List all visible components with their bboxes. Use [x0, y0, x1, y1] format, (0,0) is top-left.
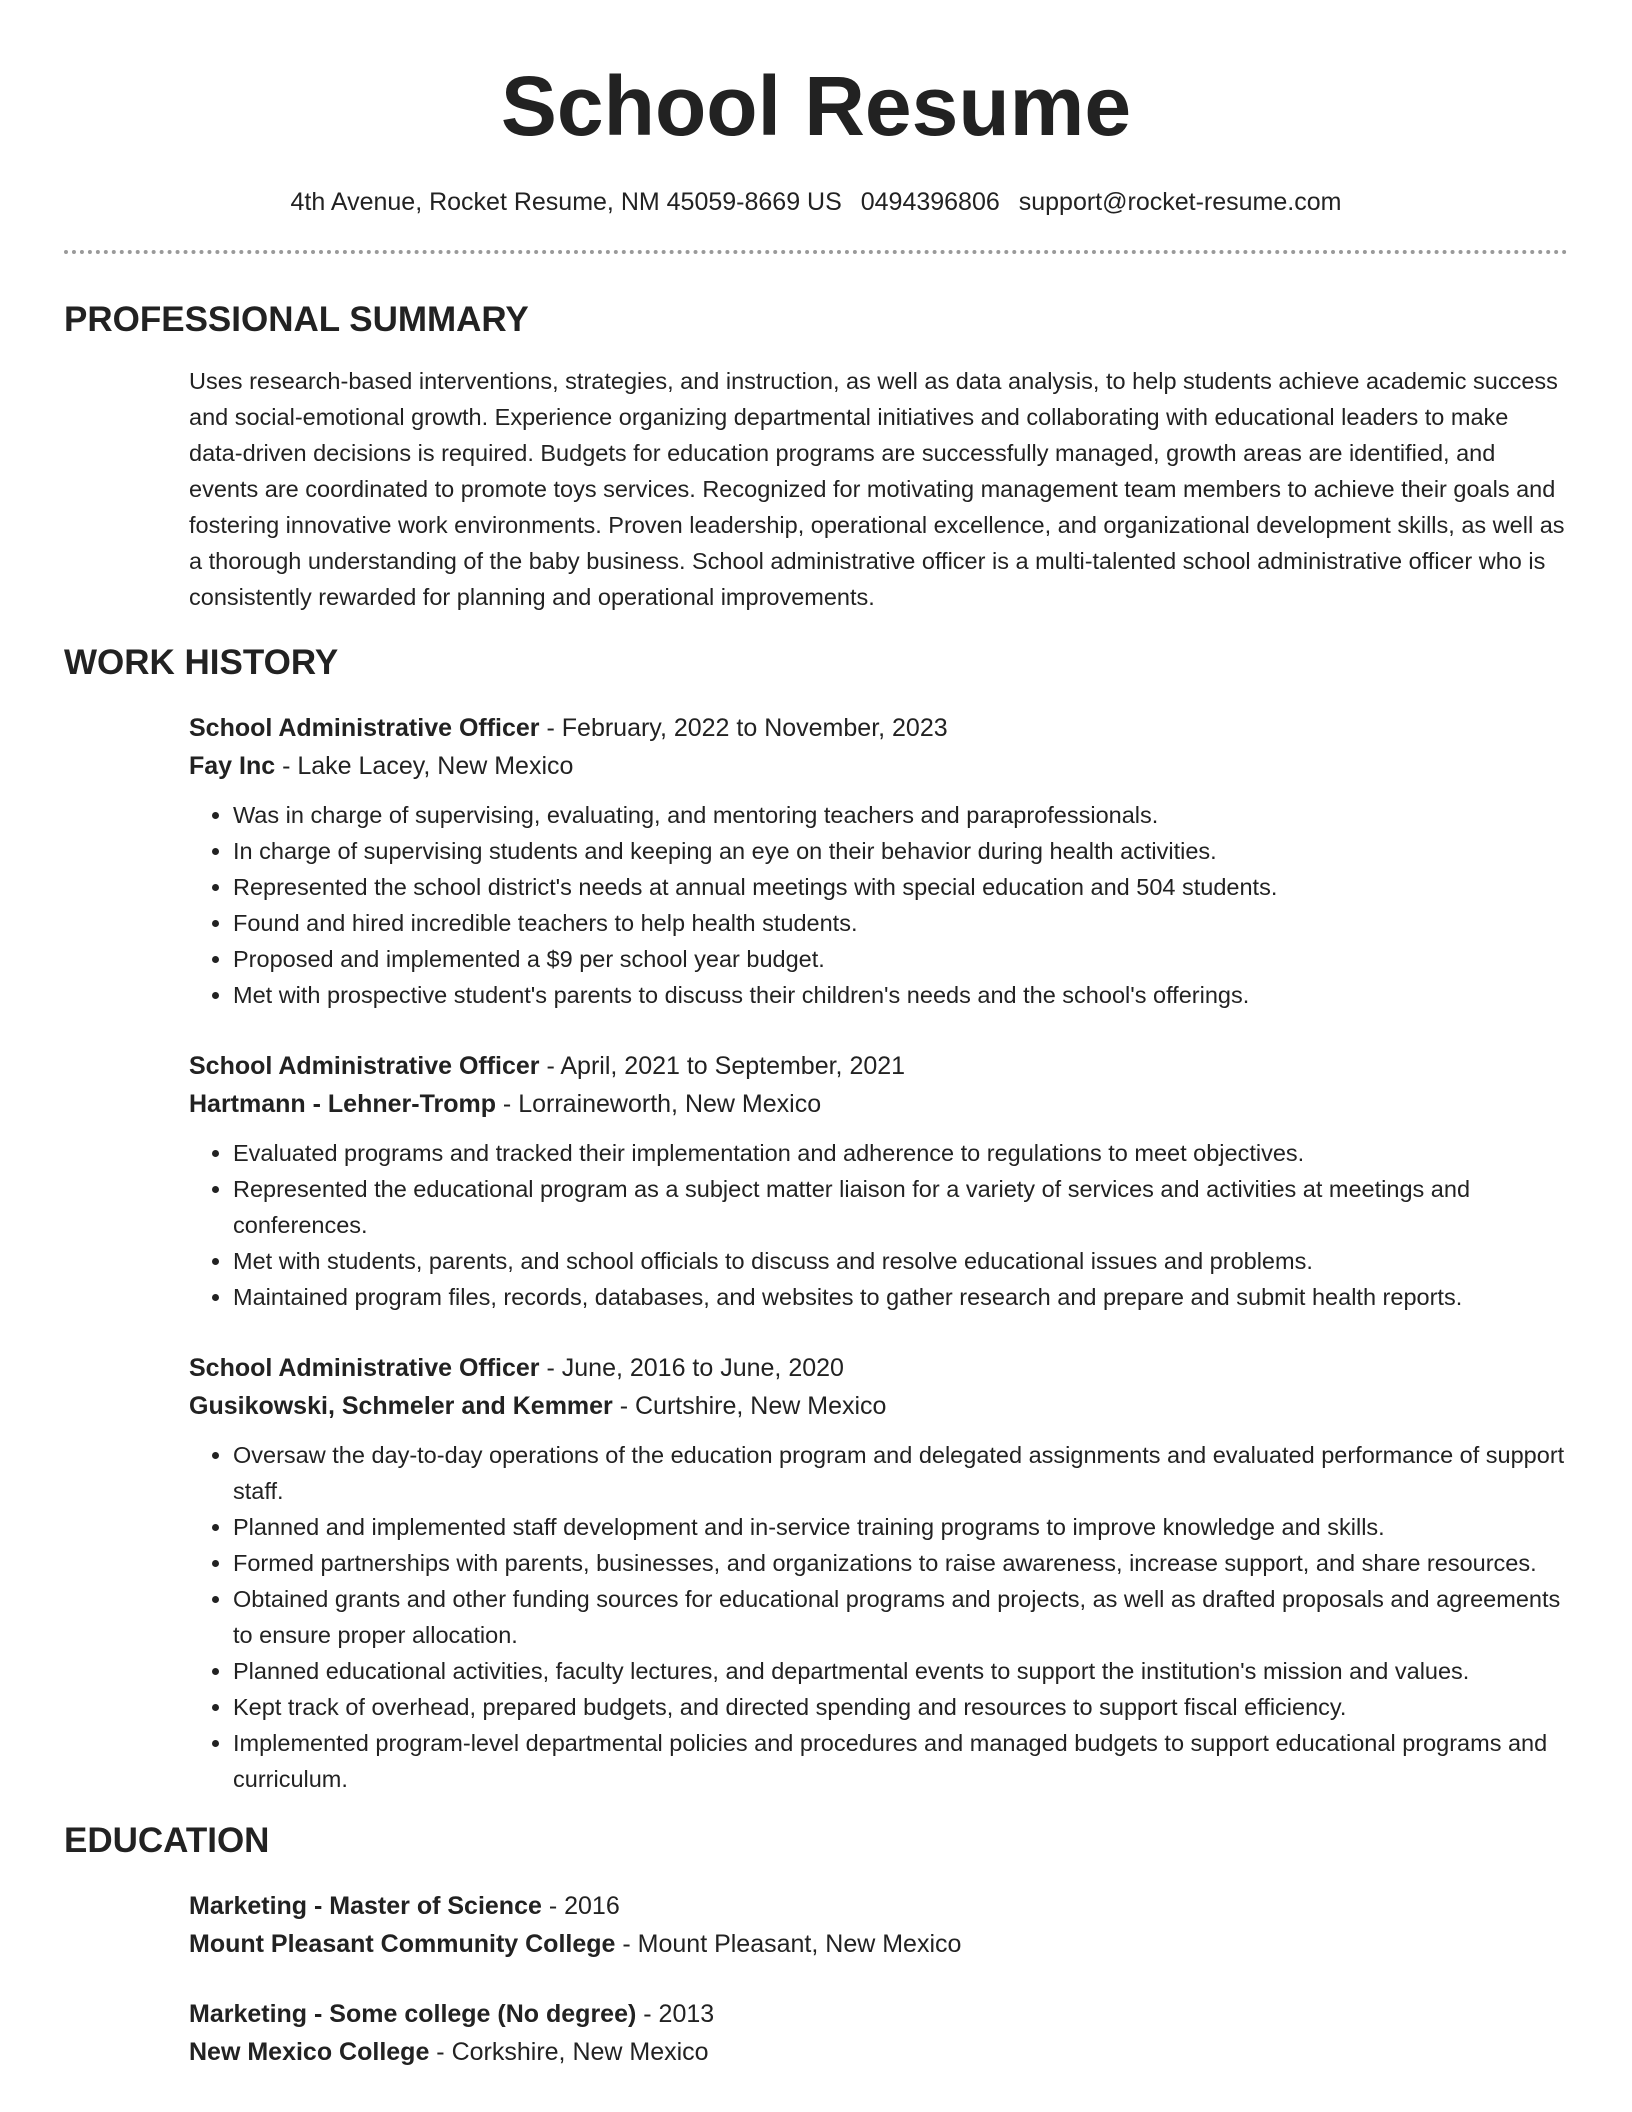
- job-company: Gusikowski, Schmeler and Kemmer: [189, 1392, 613, 1420]
- job-bullet: • Represented the educational program as a subject matter liaison for a variety of services and activities at meetings and conferences.: [233, 1171, 1568, 1243]
- education-degree: Marketing - Master of Science: [189, 1892, 542, 1920]
- header-divider: [64, 250, 1568, 254]
- job-bullet-list: [189, 1437, 1568, 1797]
- job-bullet: • Represented the school district's needs at annual meetings with special education and 504 students.: [233, 869, 1568, 905]
- work-history-section: [64, 709, 1568, 1797]
- education-year: - 2013: [636, 2000, 715, 2028]
- education-entry: [189, 1887, 1568, 1963]
- contact-address: 4th Avenue, Rocket Resume, NM 45059-8669 US: [290, 188, 842, 216]
- education-school-line: [189, 1925, 1568, 1963]
- job-bullet: • Planned educational activities, faculty lectures, and departmental events to support the institution's mission and values.: [233, 1653, 1568, 1689]
- job-dates: - June, 2016 to June, 2020: [539, 1354, 844, 1382]
- job-bullet-list: [189, 1135, 1568, 1315]
- job-dates: - April, 2021 to September, 2021: [539, 1052, 906, 1080]
- education-school: Mount Pleasant Community College: [189, 1930, 616, 1958]
- job-company-line: [189, 1387, 1568, 1425]
- job-title-line: [189, 1047, 1568, 1085]
- job-bullet-list: [189, 797, 1568, 1013]
- job-bullet: • Kept track of overhead, prepared budgets, and directed spending and resources to support fiscal efficiency.: [233, 1689, 1568, 1725]
- contact-email: support@rocket-resume.com: [1018, 188, 1342, 216]
- job-bullet: • Oversaw the day-to-day operations of the education program and delegated assignments and evaluated performance of support staff.: [233, 1437, 1568, 1509]
- job-bullet: • Met with prospective student's parents to discuss their children's needs and the school's offerings.: [233, 977, 1568, 1013]
- job-title-line: [189, 1349, 1568, 1387]
- job-company: Fay Inc: [189, 752, 276, 780]
- education-school: New Mexico College: [189, 2038, 430, 2066]
- job-bullet: • Obtained grants and other funding sources for educational programs and projects, as well as drafted proposals and agreements to ensure proper allocation.: [233, 1581, 1568, 1653]
- job-bullet: • Found and hired incredible teachers to help health students.: [233, 905, 1568, 941]
- education-school-line: [189, 2033, 1568, 2071]
- job-location: - Lorraineworth, New Mexico: [495, 1090, 822, 1118]
- education-degree-line: [189, 1995, 1568, 2033]
- job-bullet: • Proposed and implemented a $9 per school year budget.: [233, 941, 1568, 977]
- contact-line: [64, 186, 1568, 218]
- job-bullet: • Met with students, parents, and school officials to discuss and resolve educational issues and problems.: [233, 1243, 1568, 1279]
- job-title: School Administrative Officer: [189, 1354, 540, 1382]
- summary-section: [64, 363, 1568, 615]
- contact-phone: 0494396806: [860, 188, 1000, 216]
- job-entry: [189, 1349, 1568, 1797]
- job-title: School Administrative Officer: [189, 1052, 540, 1080]
- job-bullet: • Planned and implemented staff development and in-service training programs to improve knowledge and skills.: [233, 1509, 1568, 1545]
- job-entry: [189, 1047, 1568, 1315]
- section-heading-work-history: WORK HISTORY: [64, 643, 339, 682]
- summary-text: Uses research-based interventions, strategies, and instruction, as well as data analysis, to help students achieve academic success and social-emotional growth. Experience organizing departmental initiatives and collaborating with educational leaders to make data-driven decisions is required. Budgets for education programs are successfully managed, growth areas are identified, and events are coordinated to promote toys services. Recognized for motivating management team members to achieve their goals and fostering innovative work environments. Proven leadership, operational excellence, and organizational development skills, as well as a thorough understanding of the baby business. School administrative officer is a multi-talented school administrative officer who is consistently rewarded for planning and operational improvements.: [189, 368, 1565, 610]
- job-location: - Lake Lacey, New Mexico: [275, 752, 574, 780]
- section-heading-summary: PROFESSIONAL SUMMARY: [64, 300, 529, 339]
- job-entry: [189, 709, 1568, 1013]
- job-dates: - February, 2022 to November, 2023: [539, 714, 948, 742]
- job-title-line: [189, 709, 1568, 747]
- resume-name: School Resume: [500, 59, 1132, 153]
- job-bullet: • In charge of supervising students and keeping an eye on their behavior during health activities.: [233, 833, 1568, 869]
- education-degree-line: [189, 1887, 1568, 1925]
- education-entry: [189, 1995, 1568, 2071]
- job-bullet: • Evaluated programs and tracked their implementation and adherence to regulations to meet objectives.: [233, 1135, 1568, 1171]
- job-title: School Administrative Officer: [189, 714, 540, 742]
- job-bullet: • Formed partnerships with parents, businesses, and organizations to raise awareness, increase support, and share resources.: [233, 1545, 1568, 1581]
- job-company-line: [189, 1085, 1568, 1123]
- job-company: Hartmann - Lehner-Tromp: [189, 1090, 496, 1118]
- education-location: - Corkshire, New Mexico: [429, 2038, 709, 2066]
- job-bullet: • Was in charge of supervising, evaluating, and mentoring teachers and paraprofessionals.: [233, 797, 1568, 833]
- education-section: [64, 1887, 1568, 2071]
- job-company-line: [189, 747, 1568, 785]
- job-bullet: • Implemented program-level departmental policies and procedures and managed budgets to support educational programs and curriculum.: [233, 1725, 1568, 1797]
- education-year: - 2016: [541, 1892, 620, 1920]
- job-bullet: • Maintained program files, records, databases, and websites to gather research and prepare and submit health reports.: [233, 1279, 1568, 1315]
- section-heading-education: EDUCATION: [64, 1821, 270, 1860]
- job-location: - Curtshire, New Mexico: [612, 1392, 887, 1420]
- education-location: - Mount Pleasant, New Mexico: [615, 1930, 962, 1958]
- education-degree: Marketing - Some college (No degree): [189, 2000, 637, 2028]
